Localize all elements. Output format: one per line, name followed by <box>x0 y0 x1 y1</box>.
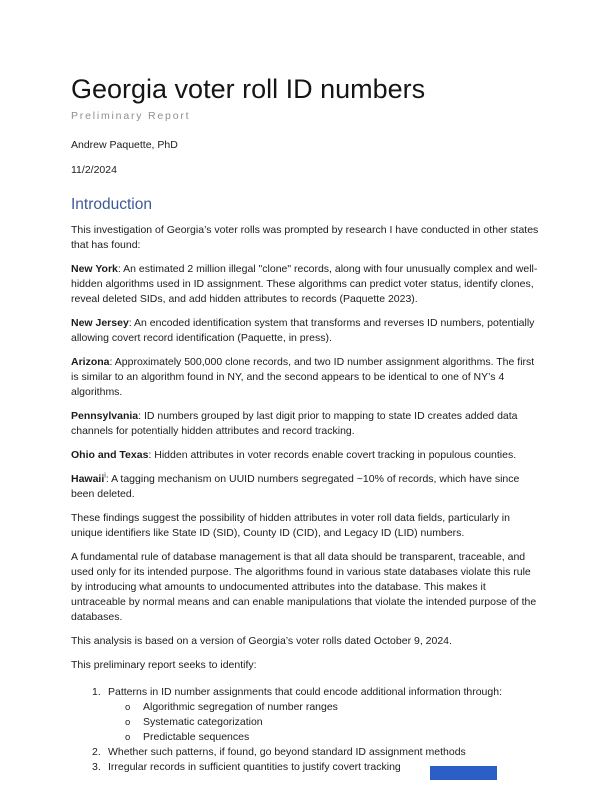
state-name: Ohio and Texas <box>71 449 149 462</box>
document-content <box>71 74 541 775</box>
list-item-number: 1. <box>92 686 101 699</box>
list-subitem-text: Algorithmic segregation of number ranges <box>143 701 338 714</box>
list-subitem-text: Predictable sequences <box>143 731 250 744</box>
list-item <box>71 745 541 760</box>
paragraph-findings <box>71 511 541 541</box>
document-title: Georgia voter roll ID numbers <box>71 74 426 104</box>
state-name: Arizona <box>71 356 110 369</box>
list-item-text: Whether such patterns, if found, go beyond standard ID assignment methods <box>108 746 466 759</box>
paragraph-text: : Hidden attributes in voter records enable covert tracking in populous counties. <box>148 449 517 462</box>
paragraph-text: : A tagging mechanism on UUID numbers segregated ~10% of records, which have since been deleted. <box>71 473 520 501</box>
paragraph-new-jersey <box>71 316 541 346</box>
paragraph-text: A fundamental rule of database management is that all data should be transparent, traceable, and used only for its intended purpose. The algorithms found in various state databases violate this rule by introducing what amounts to undocumented attributes into the database. This makes it untraceable by normal means and can enable manipulations that violate the intended purpose of the databases. <box>71 551 537 624</box>
list-item <box>71 685 541 700</box>
circle-bullet-icon: o <box>125 732 131 744</box>
date-line: 11/2/2024 <box>71 164 117 177</box>
author-line: Andrew Paquette, PhD <box>71 139 178 152</box>
paragraph-hawaii <box>71 472 541 502</box>
list-subitem-text: Systematic categorization <box>143 716 263 729</box>
list-item-text: Patterns in ID number assignments that could encode additional information through: <box>108 686 502 699</box>
paragraph-arizona <box>71 355 541 400</box>
section-heading-introduction: Introduction <box>71 196 152 214</box>
list-subitem <box>71 700 541 715</box>
footnote-marker: i <box>104 472 106 480</box>
paragraph-report-goal <box>71 658 541 673</box>
list-item-number: 2. <box>92 746 101 759</box>
numbered-list <box>71 685 541 775</box>
paragraph-intro <box>71 223 541 253</box>
circle-bullet-icon: o <box>125 717 131 729</box>
paragraph-text: : ID numbers grouped by last digit prior to mapping to state ID creates added data channels for potentially hidden attributes and record tracking. <box>71 410 518 438</box>
paragraph-new-york <box>71 262 541 307</box>
paragraph-ohio-texas <box>71 448 541 463</box>
state-name: New Jersey <box>71 317 129 330</box>
list-item-number: 3. <box>92 761 101 774</box>
paragraph-text: This investigation of Georgia’s voter rolls was prompted by research I have conducted in other states that has found: <box>71 224 539 252</box>
paragraph-text: : An estimated 2 million illegal "clone" records, along with four unusually complex and well-hidden algorithms used in ID assignment. These algorithms can predict voter status, identify clones, reveal deleted SIDs, and add hidden attributes to records (Paquette 2023). <box>71 263 538 306</box>
paragraph-text: This preliminary report seeks to identify: <box>71 659 257 672</box>
paragraph-database-rule <box>71 550 541 625</box>
state-name: Hawaii <box>71 473 105 486</box>
list-subitem <box>71 730 541 745</box>
paragraph-text: : An encoded identification system that transforms and reverses ID numbers, potentially allowing covert record identification (Paquette, in press). <box>71 317 535 345</box>
paragraph-text: These findings suggest the possibility of hidden attributes in voter roll data fields, particularly in unique identifiers like State ID (SID), County ID (CID), and Legacy ID (LID) numbers. <box>71 512 510 540</box>
paragraph-pennsylvania <box>71 409 541 439</box>
paragraph-text: : Approximately 500,000 clone records, and two ID number assignment algorithms. The first is similar to an algorithm found in NY, and the second appears to be identical to one of NY’s 4 algorithms. <box>71 356 535 399</box>
list-subitem <box>71 715 541 730</box>
circle-bullet-icon: o <box>125 702 131 714</box>
document-subtitle: Preliminary Report <box>71 110 191 123</box>
paragraph-analysis-basis <box>71 634 541 649</box>
list-item-text: Irregular records in sufficient quantities to justify covert tracking <box>108 761 401 774</box>
state-name: Pennsylvania <box>71 410 139 423</box>
state-name: New York <box>71 263 118 276</box>
paragraph-text: This analysis is based on a version of Georgia’s voter rolls dated October 9, 2024. <box>71 635 452 648</box>
footer-highlight <box>430 766 497 780</box>
